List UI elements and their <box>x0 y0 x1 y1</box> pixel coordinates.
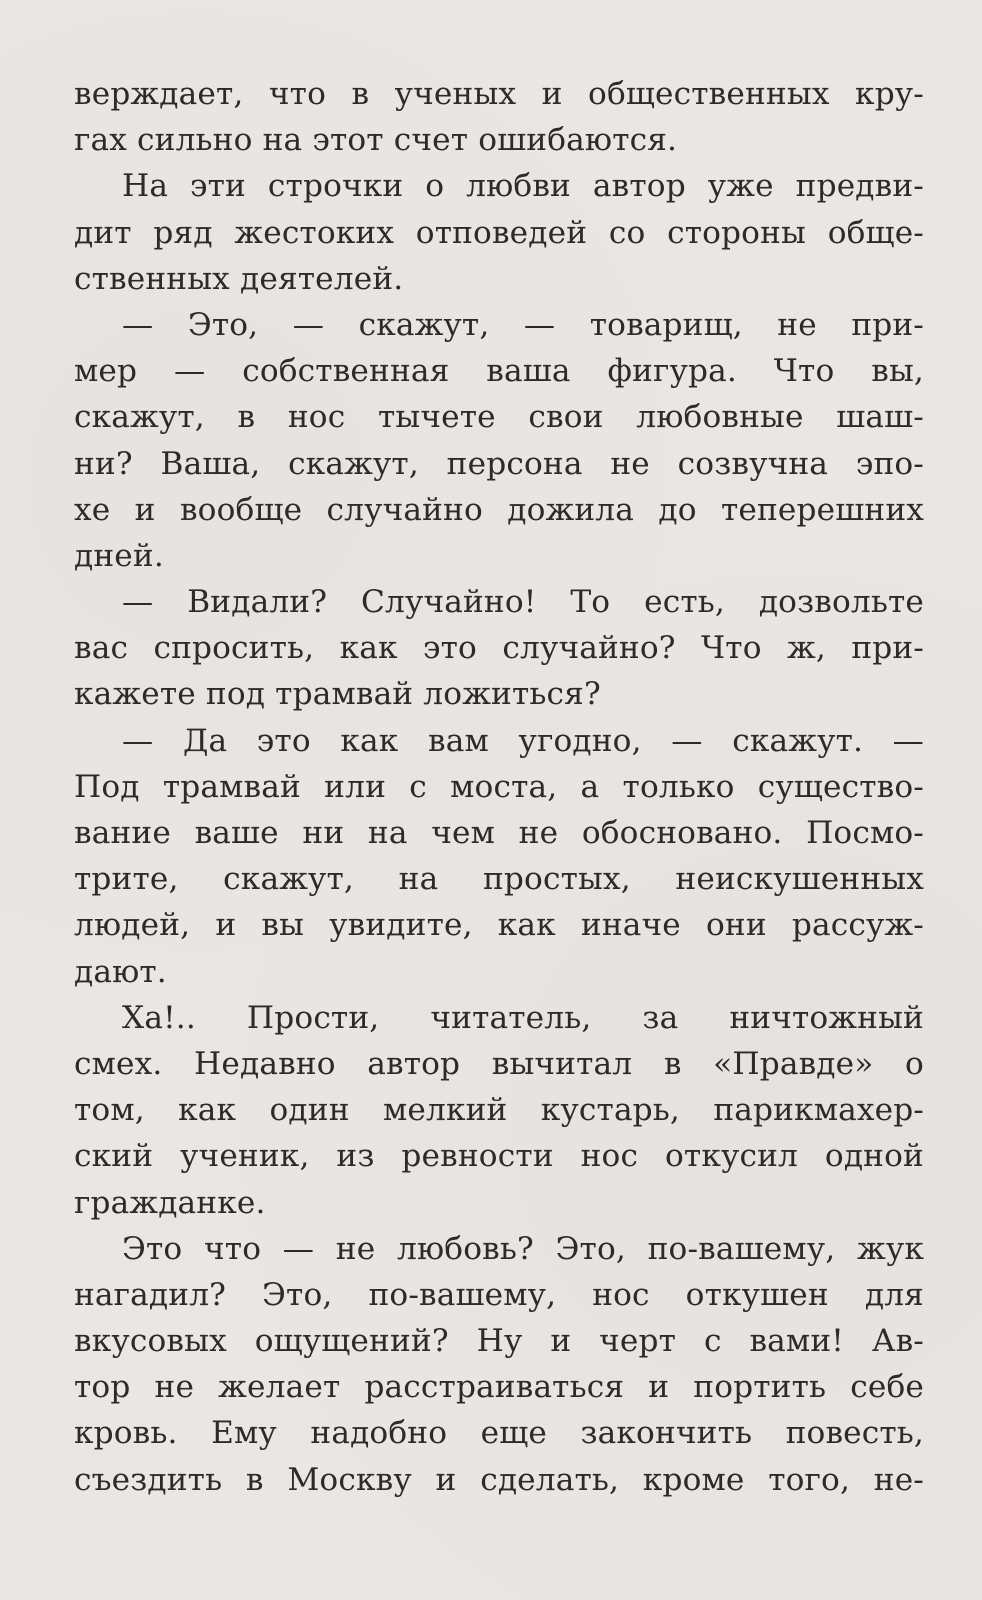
text-line: Это что — не любовь? Это, по-вашему, жук <box>122 1230 924 1267</box>
text-line: хе и вообще случайно дожила до теперешних <box>74 491 924 528</box>
text-line: том, как один мелкий кустарь, парикмахер- <box>74 1092 924 1129</box>
text-line: ский ученик, из ревности нос откусил одной <box>74 1138 924 1175</box>
text-line: людей, и вы увидите, как иначе они рассуж- <box>74 907 924 944</box>
text-line: съездить в Москву и сделать, кроме того, не- <box>74 1461 924 1498</box>
text-line: дит ряд жестоких отповедей со стороны обще- <box>74 214 924 251</box>
text-line: Ха!.. Прости, читатель, за ничтожный <box>122 999 924 1036</box>
text-line: ственных деятелей. <box>74 260 404 297</box>
text-line: дней. <box>74 537 164 574</box>
text-line: тор не желает расстраиваться и портить себе <box>74 1369 924 1406</box>
text-line: Под трамвай или с моста, а только существо- <box>74 768 924 805</box>
text-line: вас спросить, как это случайно? Что ж, при- <box>74 630 924 667</box>
text-line: вкусовых ощущений? Ну и черт с вами! Ав- <box>74 1323 924 1360</box>
text-line: На эти строчки о любви автор уже предви- <box>122 168 924 205</box>
text-line: вание ваше ни на чем не обосновано. Посмо- <box>74 815 924 851</box>
text-line: кажете под трамвай ложиться? <box>74 676 601 713</box>
text-line: кровь. Ему надобно еще закончить повесть, <box>74 1415 924 1452</box>
text-line: скажут, в нос тычете свои любовные шаш- <box>74 399 924 436</box>
text-line: ни? Ваша, скажут, персона не созвучна эпо- <box>74 445 924 482</box>
text-line: гражданке. <box>74 1184 266 1221</box>
text-line: дают. <box>74 953 167 990</box>
text-line: мер — собственная ваша фигура. Что вы, <box>74 353 924 390</box>
text-line: гах сильно на этот счет ошибаются. <box>74 122 678 159</box>
text-line: трите, скажут, на простых, неискушенных <box>74 861 924 898</box>
text-line: смех. Недавно автор вычитал в «Правде» о <box>74 1045 924 1082</box>
body-text <box>74 71 924 1503</box>
text-line: — Это, — скажут, — товарищ, не при- <box>122 306 924 343</box>
text-line: нагадил? Это, по-вашему, нос откушен для <box>74 1276 924 1313</box>
text-line: — Да это как вам угодно, — скажут. — <box>122 722 924 759</box>
text-line: — Видали? Случайно! То есть, дозвольте <box>122 584 924 621</box>
text-line: верждает, что в ученых и общественных кру- <box>74 76 924 112</box>
